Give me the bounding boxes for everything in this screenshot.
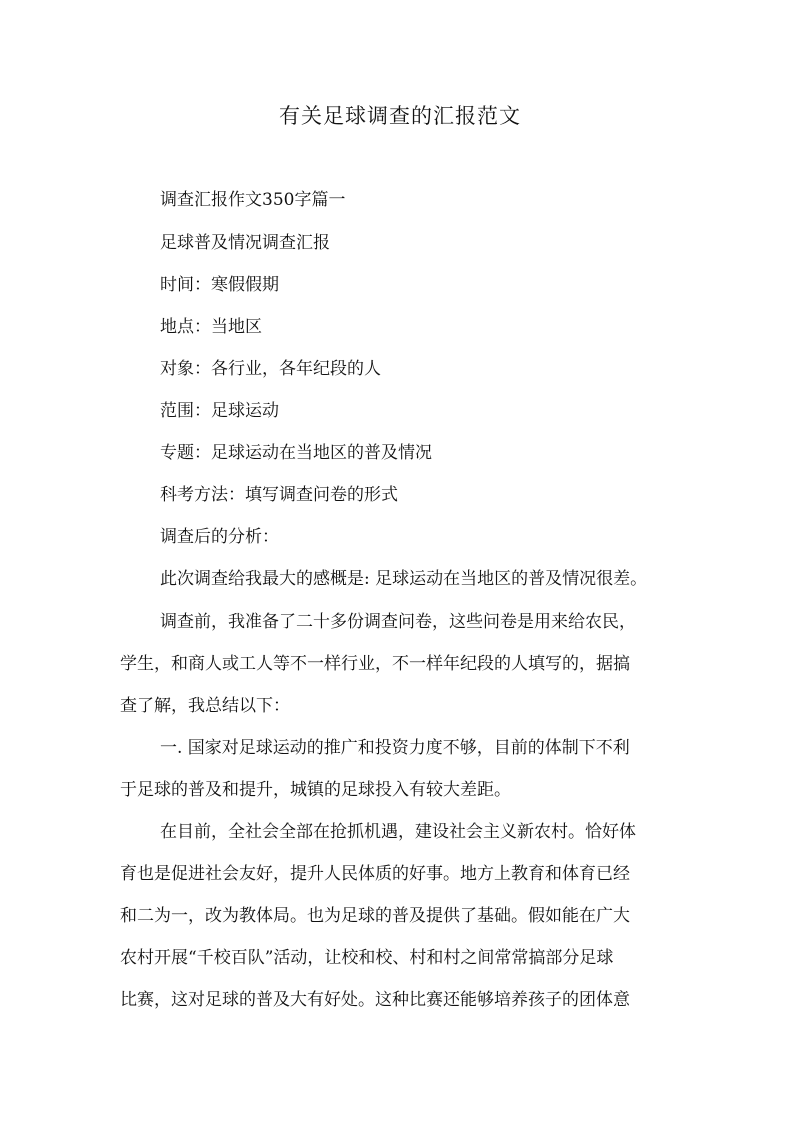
- text-line: 调查汇报作文350字篇一: [160, 190, 346, 210]
- text-line: 查了解，我总结以下：: [120, 696, 290, 716]
- text-line: 足球普及情况调查汇报: [160, 233, 330, 253]
- text-line: 于足球的普及和提升，城镇的足球投入有较大差距。: [120, 780, 511, 800]
- text-line: 学生，和商人或工人等不一样行业，不一样年纪段的人填写的，据搞: [120, 654, 630, 674]
- text-line: 时间：寒假假期: [160, 275, 279, 295]
- text-line: 地点：当地区: [160, 317, 262, 337]
- text-line: 和二为一，改为教体局。也为足球的普及提供了基础。假如能在广大: [120, 906, 630, 926]
- text-line: 范围：足球运动: [160, 401, 279, 421]
- document-title: 有关足球调查的汇报范文: [279, 104, 521, 128]
- text-line: 科考方法：填写调查问卷的形式: [160, 485, 398, 505]
- text-line: 调查前，我准备了二十多份调查问卷，这些问卷是用来给农民，: [160, 612, 636, 632]
- text-line: 育也是促进社会友好，提升人民体质的好事。地方上教育和体育已经: [120, 864, 630, 884]
- text-line: 一. 国家对足球运动的推广和投资力度不够，目前的体制下不利: [160, 738, 630, 758]
- text-line: 调查后的分析：: [160, 527, 279, 547]
- text-line: 在目前，全社会全部在抢抓机遇，建设社会主义新农村。恰好体: [160, 822, 636, 842]
- text-line: 比赛，这对足球的普及大有好处。这种比赛还能够培养孩子的团体意: [120, 990, 630, 1010]
- text-line: 专题：足球运动在当地区的普及情况: [160, 443, 432, 463]
- text-line: 农村开展“千校百队”活动，让校和校、村和村之间常常搞部分足球: [120, 948, 614, 968]
- text-line: 对象：各行业，各年纪段的人: [160, 359, 381, 379]
- text-line: 此次调查给我最大的感概是: 足球运动在当地区的普及情况很差。: [160, 569, 648, 589]
